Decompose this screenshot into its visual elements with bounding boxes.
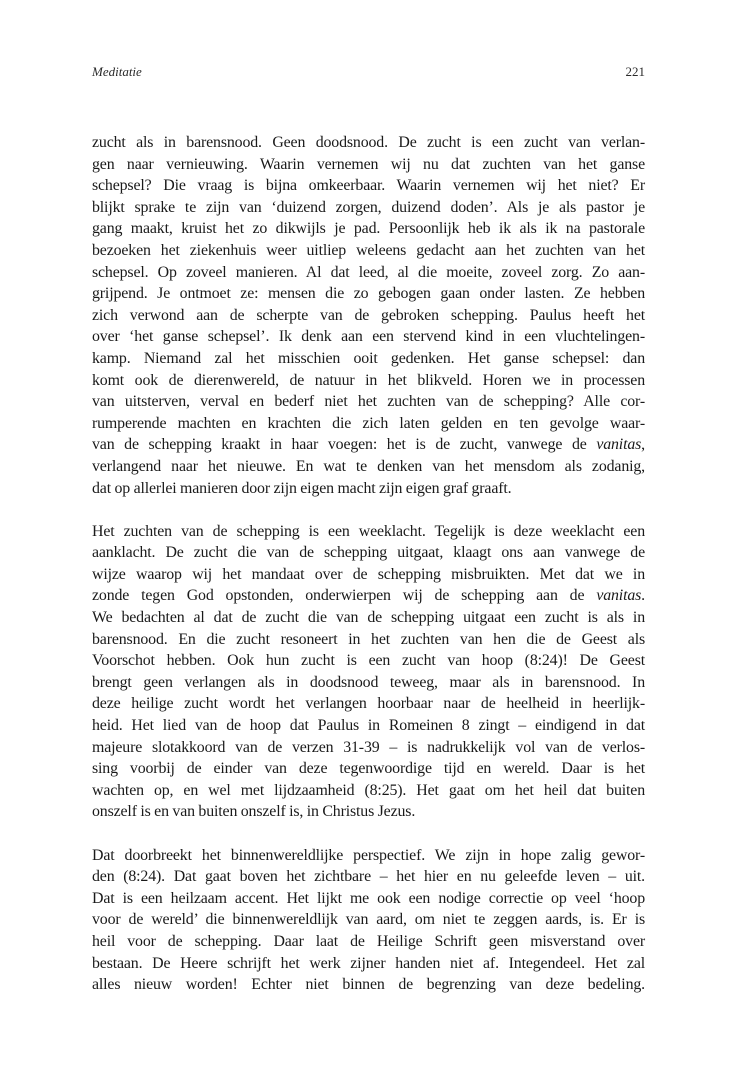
- text-line: [92, 866, 645, 888]
- text-line: [92, 931, 645, 953]
- text-line: [92, 132, 645, 154]
- text-line: [92, 780, 645, 802]
- italic-term: vanitas: [596, 436, 642, 454]
- paragraph: [92, 845, 645, 996]
- text-line: [92, 218, 645, 240]
- text-segment: grijpend. Je ontmoet ze: mensen die zo gebogen gaan onder lasten. Ze hebben: [92, 285, 645, 303]
- text-segment: We bedachten al dat de zucht die van de schepping uitgaat een zucht is als in: [92, 609, 645, 627]
- text-line: [92, 326, 645, 348]
- text-segment: kamp. Niemand zal het misschien ooit gedenken. Het ganse schepsel: dan: [92, 349, 645, 367]
- text-segment: barensnood. En die zucht resoneert in het zuchten van hen die de Geest als: [92, 630, 645, 648]
- text-segment: wijze waarop wij het mandaat over de schepping misbruikten. Met dat we in: [92, 565, 645, 583]
- text-segment: den (8:24). Dat gaat boven het zichtbare – het hier en nu geleefde leven – uit.: [92, 868, 645, 886]
- text-line: [92, 953, 645, 975]
- text-segment: alles nieuw worden! Echter niet binnen de begrenzing van deze bedeling.: [92, 976, 645, 994]
- text-segment: rumperende machten en krachten die zich laten gelden en ten gevolge waar-: [92, 414, 645, 432]
- text-segment: zonde tegen God opstonden, onderwierpen wij de schepping aan de: [92, 587, 597, 605]
- text-segment: Voorschot hebben. Ook hun zucht is een zucht van hoop (8:24)! De Geest: [92, 652, 645, 670]
- text-segment: heil voor de schepping. Daar laat de Heilige Schrift geen misverstand over: [92, 932, 645, 950]
- text-line: [92, 650, 645, 672]
- text-line: [92, 974, 645, 996]
- text-line: [92, 909, 645, 931]
- text-segment: sing voorbij de einder van deze tegenwoordige tijd en wereld. Daar is het: [92, 760, 645, 778]
- text-segment: gang maakt, kruist het zo dikwijls je pad. Persoonlijk heb ik als ik na pastorale: [92, 220, 645, 238]
- text-segment: aanklacht. De zucht die van de schepping uitgaat, klaagt ons aan vanwege de: [92, 544, 645, 562]
- text-segment: blijkt sprake te zijn van ‘duizend zorgen, duizend doden’. Als je als pastor je: [92, 198, 645, 216]
- text-line: [92, 672, 645, 694]
- paragraph: [92, 132, 645, 499]
- text-line: [92, 888, 645, 910]
- text-segment: schepsel? Die vraag is bijna omkeerbaar. Waarin vernemen wij het niet? Er: [92, 177, 645, 195]
- text-segment: voor de wereld’ die binnenwereldlijk van aard, om niet te zeggen aards, is. Er is: [92, 911, 645, 929]
- page-number: 221: [625, 64, 645, 79]
- text-segment: gen naar vernieuwing. Waarin vernemen wij nu dat zuchten van het ganse: [92, 155, 645, 173]
- text-segment: heid. Het lied van de hoop dat Paulus in Romeinen 8 zingt – eindigend in dat: [92, 717, 645, 735]
- text-line: [92, 693, 645, 715]
- text-segment: komt ook de dierenwereld, de natuur in het blikveld. Horen we in processen: [92, 371, 645, 389]
- text-segment: Dat doorbreekt het binnenwereldlijke perspectief. We zijn in hope zalig gewor-: [92, 846, 645, 864]
- text-line: [92, 262, 645, 284]
- text-segment: deze heilige zucht wordt het verlangen hoorbaar naar de heelheid in heerlijk-: [92, 695, 645, 713]
- text-line: [92, 154, 645, 176]
- italic-term: vanitas: [596, 587, 642, 605]
- text-line: [92, 845, 645, 867]
- text-segment: zich verwond aan de scherpte van de gebroken schepping. Paulus heeft het: [92, 306, 645, 324]
- text-line: [92, 585, 645, 607]
- text-line: [92, 391, 645, 413]
- text-segment: Het zuchten van de schepping is een weeklacht. Tegelijk is deze weeklacht een: [92, 522, 645, 540]
- text-segment: ,: [641, 436, 645, 454]
- text-line: [92, 175, 645, 197]
- text-line: [92, 758, 645, 780]
- text-line: [92, 564, 645, 586]
- text-segment: van uitsterven, verval en bederf niet het zuchten van de schepping? Alle cor-: [92, 393, 645, 411]
- text-segment: brengt geen verlangen als in doodsnood teweeg, maar als in barensnood. In: [92, 673, 645, 691]
- text-line: [92, 801, 645, 823]
- text-segment: Dat is een heilzaam accent. Het lijkt me ook een nodige correctie op veel ‘hoop: [92, 889, 645, 907]
- text-segment: majeure slotakkoord van de verzen 31-39 – is nadrukkelijk vol van de verlos-: [92, 738, 645, 756]
- text-segment: verlangend naar het nieuwe. En wat te denken van het mensdom als zodanig,: [92, 457, 645, 475]
- text-line: [92, 283, 645, 305]
- text-segment: over ‘het ganse schepsel’. Ik denk aan een stervend kind in een vluchtelingen-: [92, 328, 645, 346]
- body-text: [92, 132, 645, 996]
- text-line: [92, 240, 645, 262]
- text-line: [92, 737, 645, 759]
- text-segment: van de schepping kraakt in haar voegen: het is de zucht, vanwege de: [92, 436, 597, 454]
- text-line: [92, 629, 645, 651]
- text-line: [92, 413, 645, 435]
- text-line: [92, 456, 645, 478]
- text-line: [92, 521, 645, 543]
- text-line: [92, 370, 645, 392]
- text-line: [92, 478, 645, 500]
- text-segment: wachten op, en wel met lijdzaamheid (8:25). Het gaat om het heil dat buiten: [92, 781, 645, 799]
- text-line: [92, 348, 645, 370]
- text-line: [92, 715, 645, 737]
- text-segment: dat op allerlei manieren door zijn eigen macht zijn eigen graf graaft.: [92, 479, 512, 497]
- text-segment: zucht als in barensnood. Geen doodsnood. De zucht is een zucht van verlan-: [92, 134, 645, 151]
- text-segment: bestaan. De Heere schrijft het werk zijner handen niet af. Integendeel. Het zal: [92, 954, 645, 972]
- text-line: [92, 542, 645, 564]
- text-segment: onszelf is en van buiten onszelf is, in Christus Jezus.: [92, 803, 416, 821]
- text-line: [92, 197, 645, 219]
- text-segment: schepsel. Op zoveel manieren. Al dat leed, al die moeite, zoveel zorg. Zo aan-: [92, 263, 645, 281]
- text-line: [92, 305, 645, 327]
- chapter-title: Meditatie: [92, 64, 142, 79]
- text-segment: bezoeken het ziekenhuis weer uitliep weleens gedacht aan het zuchten van het: [92, 241, 645, 259]
- paragraph: [92, 521, 645, 823]
- text-line: [92, 607, 645, 629]
- text-line: [92, 434, 645, 456]
- text-segment: .: [641, 587, 645, 605]
